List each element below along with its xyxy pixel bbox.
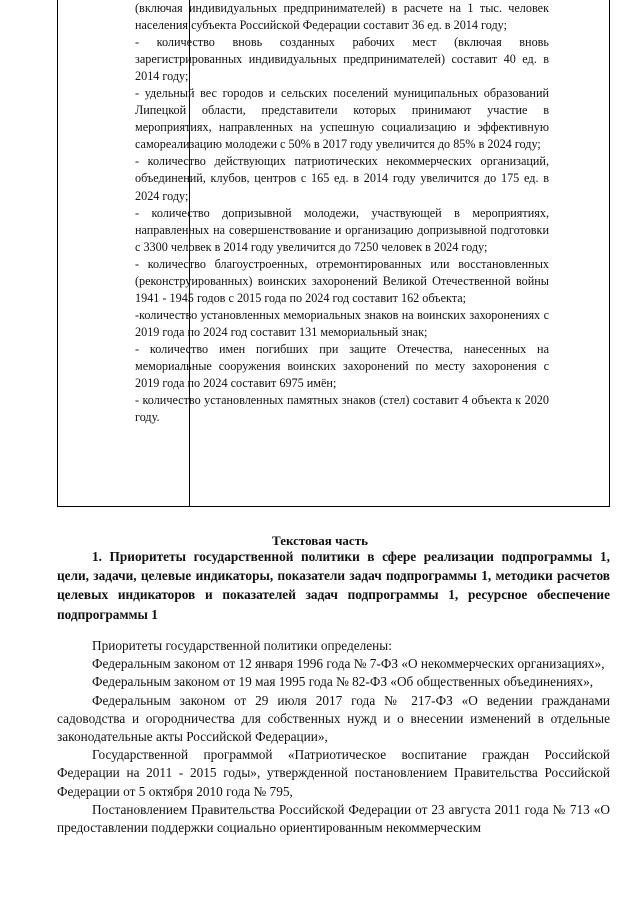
table-list-item: - удельный вес городов и сельских поселений муниципальных образований Липецкой области, представители которых принимают участие в мероприятиях, направленных на успешную социализацию и эффективную самореализацию молодежи с 50% в 2017 году увеличится до 85% в 2024 году;	[135, 86, 549, 152]
table-list-item: (включая индивидуальных предпринимателей) в расчете на 1 тыс. человек населения субъекта Российской Федерации составит 36 ед. в 2014 году;	[135, 1, 549, 33]
body-text	[57, 637, 610, 837]
paragraph: Постановлением Правительства Российской Федерации от 23 августа 2011 года № 713 «О предоставлении поддержки социально ориентированным некоммерческим	[57, 801, 610, 836]
section-title: Текстовая часть	[272, 533, 368, 548]
paragraph: Федеральным законом от 12 января 1996 года № 7-ФЗ «О некоммерческих организациях»,	[92, 656, 605, 672]
paragraph: Федеральным законом от 19 мая 1995 года № 82-ФЗ «Об общественных объединениях»,	[92, 674, 594, 690]
table-list-item: - количество вновь созданных рабочих мест (включая вновь зарегистрированных индивидуальных предпринимателей) составит 40 ед. в 2014 году;	[135, 35, 549, 84]
table-list-item: - количество допризывной молодежи, участвующей в мероприятиях, направленных на совершенствование и организацию допризывной подготовки с 3300 человек в 2014 году увеличится до 7250 человек в 2024 году;	[135, 205, 549, 254]
paragraph: Государственной программой «Патриотическое воспитание граждан Российской Федерации на 2011 - 2015 годы», утвержденной постановлением Правительства Российской Федерации от 5 октября 2010 года № 795,	[57, 747, 610, 799]
table-list-item: - количество благоустроенных, отремонтированных или восстановленных (реконструированных) воинских захоронений Великой Отечественной войны 1941 - 1945 годов с 2015 года по 2024 год составит 162 объекта;	[135, 256, 549, 305]
paragraph: Приоритеты государственной политики определены:	[92, 638, 392, 653]
table-list-item: - количество действующих патриотических некоммерческих организаций, объединений, клубов, центров с 165 ед. в 2014 году увеличится до 175 ед. в 2024 году;	[135, 154, 549, 203]
table-list-item: - количество установленных памятных знаков (стел) составит 4 объекта к 2020 году.	[135, 393, 549, 425]
section-heading: 1. Приоритеты государственной политики в сфере реализации подпрограммы 1, цели, задачи, целевые индикаторы, показатели задач подпрограммы 1, методики расчетов целевых индикаторов и показателей задач подпрограммы 1, ресурсное обеспечение подпрограммы 1	[57, 549, 610, 622]
table-list-item: - количество имен погибших при защите Отечества, нанесенных на мемориальные сооружения воинских захоронений по месту захоронения с 2019 года по 2024 составит 6975 имён;	[135, 341, 549, 391]
paragraph: Федеральным законом от 29 июля 2017 года № 217-ФЗ «О ведении гражданами садоводства и огородничества для собственных нужд и о внесении изменений в отдельные законодательные акты Российской Федерации»,	[57, 692, 610, 745]
table-cell-indicators	[135, 0, 549, 426]
table-list-item: -количество установленных мемориальных знаков на воинских захоронениях с 2019 года по 2024 год составит 131 мемориальный знак;	[135, 307, 549, 339]
